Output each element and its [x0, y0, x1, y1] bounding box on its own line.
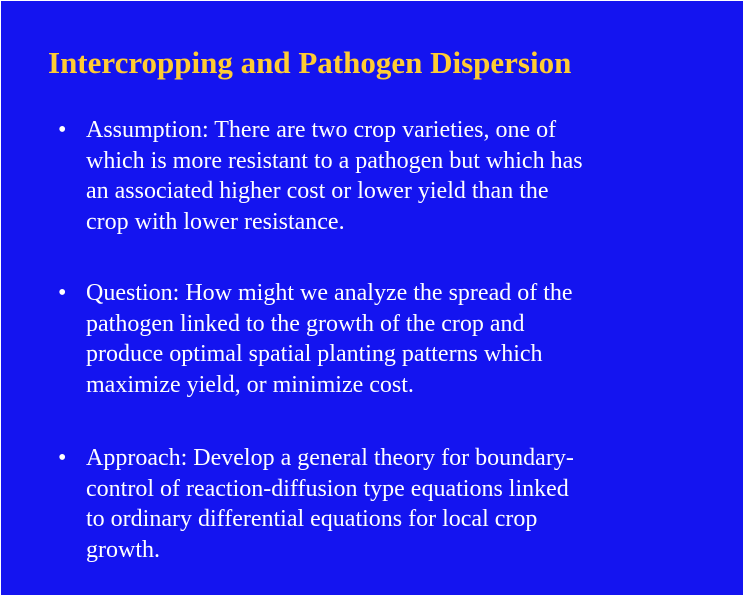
bullet-marker: •	[58, 280, 67, 306]
bullet-text: Approach: Develop a general theory for boundary- control of reaction-diffusion type equations linked to ordinary differential equations for local crop growth.	[86, 445, 574, 563]
bullet-text: Assumption: There are two crop varieties, one of which is more resistant to a pathogen but which has an associated higher cost or lower yield than the crop with lower resistance.	[86, 117, 583, 235]
bullet-assumption	[58, 115, 698, 237]
bullet-marker: •	[58, 117, 67, 143]
slide	[1, 1, 743, 595]
bullet-approach	[58, 443, 698, 565]
bullet-question	[58, 278, 698, 400]
bullet-text: Question: How might we analyze the spread of the pathogen linked to the growth of the crop and produce optimal spatial planting patterns which maximize yield, or minimize cost.	[86, 280, 573, 398]
bullet-marker: •	[58, 445, 67, 471]
slide-title: Intercropping and Pathogen Dispersion	[48, 45, 572, 80]
